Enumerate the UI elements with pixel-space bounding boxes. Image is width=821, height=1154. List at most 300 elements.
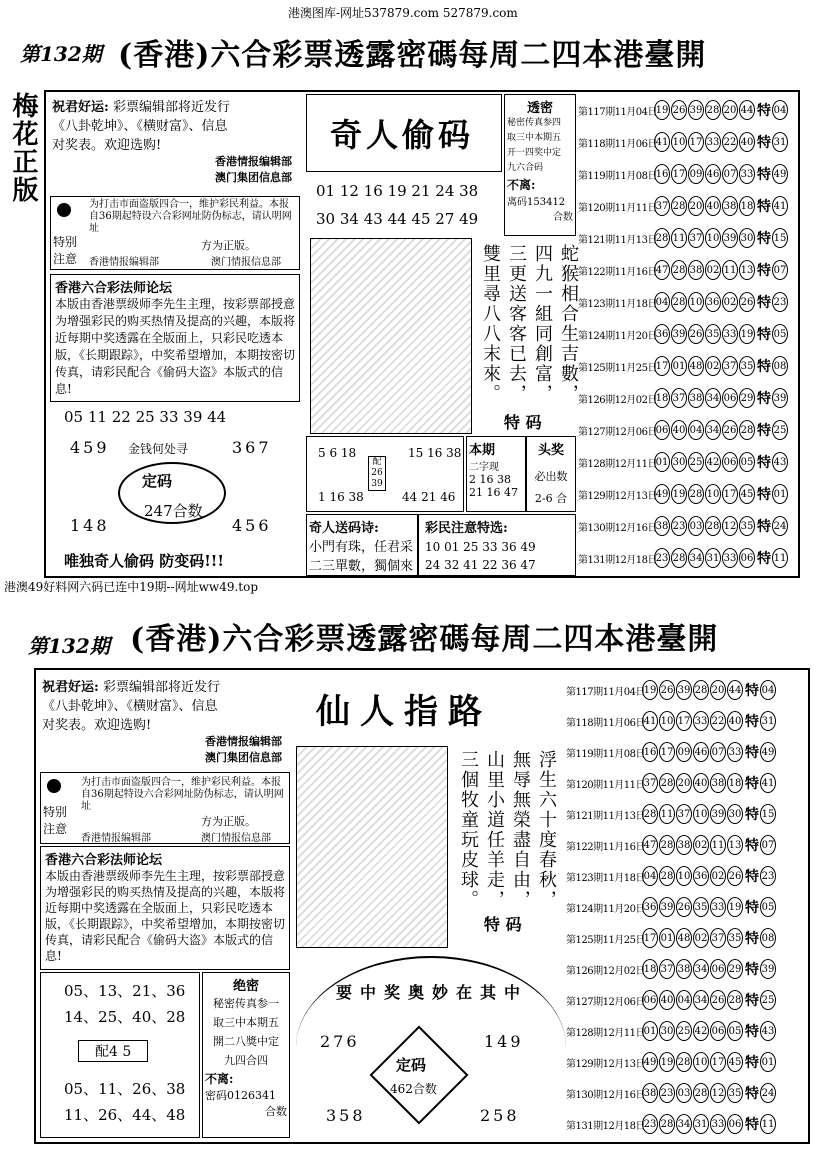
number-ball: 39 (659, 897, 675, 917)
te-label: 特 (745, 714, 759, 730)
number-ball: 07 (710, 742, 726, 762)
top-toujiang-title: 头奖 (537, 443, 564, 458)
number-ball: 28 (671, 292, 687, 312)
number-ball: 10 (671, 132, 687, 152)
top-benqi-title: 本期 (469, 443, 496, 458)
number-ball: 33 (727, 742, 743, 762)
number-ball: 26 (739, 292, 755, 312)
top-dingma-value: 247合数 (144, 502, 203, 520)
number-ball: 01 (642, 1021, 658, 1041)
top-benqi-row2: 21 16 47 (469, 486, 518, 499)
number-ball: 17 (642, 928, 658, 948)
record-label: 第131期12月18日 (566, 1120, 646, 1132)
number-ball: 38 (710, 773, 726, 793)
top-list-numbers: 05 11 22 25 33 39 44 (64, 408, 227, 426)
number-ball: 34 (705, 388, 721, 408)
number-ball: 26 (710, 990, 726, 1010)
number-ball: 39 (710, 804, 726, 824)
number-ball: 16 (642, 742, 658, 762)
top-br-num: 456 (232, 516, 272, 535)
forum-box (50, 274, 300, 402)
greeting-text2: 《八卦乾坤》、《横财富》、信息 (52, 119, 228, 134)
number-ball: 17 (676, 711, 692, 731)
te-label: 特 (745, 1055, 759, 1071)
special-ball: 01 (760, 1052, 776, 1072)
number-ball: 31 (705, 548, 721, 568)
number-ball: 36 (705, 292, 721, 312)
record-label: 第128期12月11日 (578, 458, 658, 470)
record-row (578, 544, 800, 572)
notice-left-sign: 香港情报编辑部 (89, 257, 159, 268)
number-ball: 03 (676, 1083, 692, 1103)
bottom-secret-title: 绝密 (232, 979, 259, 994)
number-ball: 33 (739, 164, 755, 184)
number-ball: 34 (693, 990, 709, 1010)
record-label: 第125期11月25日 (578, 362, 658, 374)
number-ball: 02 (693, 928, 709, 948)
record-label: 第130期12月16日 (566, 1089, 646, 1101)
greeting-text3: 对奖表。欢迎选购! (52, 138, 162, 153)
number-ball: 12 (710, 1083, 726, 1103)
record-label: 第120期11月11日 (578, 202, 658, 214)
te-label: 特 (745, 869, 759, 885)
number-ball: 47 (654, 260, 670, 280)
number-ball: 26 (676, 897, 692, 917)
record-label: 第128期12月11日 (566, 1027, 646, 1039)
te-label: 特 (745, 776, 759, 792)
number-ball: 35 (739, 516, 755, 536)
record-row (578, 384, 800, 412)
forum-title: 香港六合彩法师论坛 (55, 281, 173, 296)
notice-box (50, 196, 300, 270)
bottom-dingma-value: 462合数 (390, 1082, 437, 1096)
number-ball: 02 (705, 356, 721, 376)
number-ball: 45 (739, 484, 755, 504)
notice-official-2: 方为正版。 (201, 815, 256, 828)
number-ball: 18 (642, 959, 658, 979)
top-songma-l2: 二三單數，獨個來 (309, 559, 414, 574)
number-ball: 06 (654, 420, 670, 440)
special-ball: 04 (772, 100, 788, 120)
number-ball: 45 (727, 1052, 743, 1072)
number-ball: 26 (722, 420, 738, 440)
number-ball: 28 (676, 1052, 692, 1072)
special-ball: 24 (760, 1083, 776, 1103)
bottom-buli-value: 密码0126341 (205, 1089, 276, 1102)
number-ball: 35 (739, 356, 755, 376)
bottom-tr-num: 149 (484, 1032, 524, 1051)
te-label: 特 (757, 487, 771, 503)
number-ball: 18 (654, 388, 670, 408)
notice-text-2: 为打击市面盗版四合一，维护彩民利益。本报自36期起特设六合彩网址防伪标志，请认明网址 (81, 777, 284, 812)
number-ball: 33 (710, 1114, 726, 1134)
number-ball: 04 (654, 292, 670, 312)
number-ball: 28 (659, 866, 675, 886)
record-label: 第123期11月18日 (578, 298, 658, 310)
bottom-buli-label: 不离: (205, 1072, 234, 1086)
record-label: 第125期11月25日 (566, 934, 646, 946)
record-label: 第117期11月04日 (578, 106, 658, 118)
special-ball: 31 (772, 132, 788, 152)
number-ball: 28 (642, 804, 658, 824)
record-row (566, 676, 806, 704)
top-pei-mid (368, 456, 386, 491)
te-label: 特 (757, 135, 771, 151)
greeting-sign2: 澳门集团信息部 (215, 171, 292, 184)
record-label: 第124期11月20日 (566, 903, 646, 915)
top-pei-right-top: 15 16 38 (408, 446, 462, 460)
number-ball: 37 (671, 388, 687, 408)
number-ball: 18 (739, 196, 755, 216)
record-row (578, 512, 800, 540)
number-ball: 46 (705, 164, 721, 184)
top-zhuyi-l1: 10 01 25 33 36 49 (425, 540, 536, 554)
te-label: 特 (757, 103, 771, 119)
special-ball: 25 (772, 420, 788, 440)
number-ball: 34 (693, 959, 709, 979)
main-title: (香港)六合彩票透露密碼每周二四本港臺開 (118, 38, 707, 73)
number-ball: 11 (710, 835, 726, 855)
bottom-secret-line: 秘密传真参一 (213, 997, 279, 1010)
number-ball: 31 (693, 1114, 709, 1134)
number-ball: 19 (739, 324, 755, 344)
te-label: 特 (757, 423, 771, 439)
top-poem-b: 四九一組同創富， (532, 244, 553, 404)
top-nums-row1: 01 12 16 19 21 24 38 (316, 182, 479, 200)
number-ball: 10 (705, 484, 721, 504)
number-ball: 11 (722, 260, 738, 280)
bottom-poem-d: 三個牧童玩皮球。 (458, 750, 479, 910)
top-poem-c: 三更送客客已去， (506, 244, 527, 404)
number-ball: 02 (693, 835, 709, 855)
number-ball: 19 (654, 100, 670, 120)
top-pei-label: 配 (372, 457, 382, 467)
number-ball: 19 (659, 1052, 675, 1072)
record-row (578, 416, 800, 444)
number-ball: 33 (705, 132, 721, 152)
notice-right-sign: 澳门情报信息部 (211, 257, 281, 268)
te-label: 特 (745, 838, 759, 854)
bottom-poem-a: 浮生六十度春秋， (536, 750, 557, 910)
record-row (566, 986, 806, 1014)
bottom-dingma-label: 定码 (396, 1056, 427, 1074)
number-ball: 37 (722, 356, 738, 376)
record-label: 第120期11月11日 (566, 779, 646, 791)
number-ball: 28 (671, 548, 687, 568)
record-label: 第126期12月02日 (566, 965, 646, 977)
te-label: 特 (745, 745, 759, 761)
number-ball: 46 (693, 742, 709, 762)
te-label: 特 (757, 327, 771, 343)
special-ball: 25 (760, 990, 776, 1010)
number-ball: 09 (688, 164, 704, 184)
record-label: 第118期11月06日 (578, 138, 658, 150)
number-ball: 04 (688, 420, 704, 440)
special-ball: 43 (760, 1021, 776, 1041)
number-ball: 33 (693, 711, 709, 731)
record-label: 第129期12月13日 (578, 490, 658, 502)
number-ball: 28 (659, 1114, 675, 1134)
record-row (566, 1079, 806, 1107)
forum-body: 本版由香港票级师李先生主理，按彩票部授意为增强彩民的购买热情及提高的兴趣，本版将近每期中奖透露在全版面上，只彩民吃透本版，《长期跟踪》，中奖希望增加，本期按密切传真，请彩民配合《偷码大盗》本版式的信息! (55, 297, 296, 396)
number-ball: 41 (654, 132, 670, 152)
special-ball: 05 (760, 897, 776, 917)
number-ball: 10 (676, 866, 692, 886)
number-ball: 20 (676, 773, 692, 793)
number-ball: 28 (705, 100, 721, 120)
te-label: 特 (745, 900, 759, 916)
bottom-list-r2: 14、25、40、28 (64, 1008, 186, 1026)
number-ball: 38 (676, 835, 692, 855)
te-label: 特 (757, 519, 771, 535)
special-ball: 23 (772, 292, 788, 312)
greeting-sign1: 香港情报编辑部 (215, 155, 292, 168)
number-ball: 10 (693, 1052, 709, 1072)
record-row (566, 831, 806, 859)
top-pei-right-bottom: 44 21 46 (402, 490, 456, 504)
number-ball: 38 (688, 388, 704, 408)
bottom-greeting-block (42, 676, 292, 765)
bottom-br-num: 258 (480, 1106, 520, 1125)
number-ball: 22 (722, 132, 738, 152)
notice-text: 为打击市面盗版四合一，维护彩民利益。本报自36期起特设六合彩网址防伪标志，请认明网址 (89, 199, 292, 234)
bottom-secret-line: 九四合四 (224, 1054, 268, 1067)
te-label: 特 (745, 931, 759, 947)
number-ball: 17 (710, 1052, 726, 1072)
bottom-tema: 特 码 (484, 915, 522, 934)
number-ball: 20 (710, 680, 726, 700)
special-ball: 43 (772, 452, 788, 472)
number-ball: 06 (722, 452, 738, 472)
top-zhuyi-l2: 24 32 41 22 36 47 (425, 558, 536, 572)
bottom-buli-unit: 合数 (265, 1105, 287, 1118)
number-ball: 10 (693, 804, 709, 824)
forum-box-2 (40, 846, 290, 970)
number-ball: 25 (688, 452, 704, 472)
number-ball: 40 (739, 132, 755, 152)
number-ball: 35 (727, 928, 743, 948)
number-ball: 17 (671, 164, 687, 184)
number-ball: 01 (671, 356, 687, 376)
top-toujiang-box (526, 436, 576, 512)
number-ball: 37 (688, 228, 704, 248)
number-ball: 49 (642, 1052, 658, 1072)
number-ball: 10 (705, 228, 721, 248)
number-ball: 38 (722, 196, 738, 216)
top-benqi-row1: 2 16 38 (469, 473, 511, 486)
bottom-records-table (566, 676, 806, 1140)
greeting-text1: 彩票编辑部将近发行 (112, 100, 230, 115)
record-row (566, 1017, 806, 1045)
top-secret-line: 开一四奖中定 (507, 148, 562, 158)
record-label: 第117期11月04日 (566, 686, 646, 698)
number-ball: 03 (688, 516, 704, 536)
special-ball: 15 (760, 804, 776, 824)
top-toujiang-l1: 必出数 (534, 470, 568, 483)
number-ball: 13 (727, 835, 743, 855)
record-row (578, 96, 800, 124)
special-ball: 24 (772, 516, 788, 536)
number-ball: 04 (676, 990, 692, 1010)
number-ball: 30 (671, 452, 687, 472)
bottom-list-r3: 05、11、26、38 (64, 1080, 186, 1098)
number-ball: 11 (659, 804, 675, 824)
number-ball: 01 (659, 928, 675, 948)
number-ball: 28 (671, 196, 687, 216)
greeting-text2-2: 《八卦乾坤》、《横财富》、信息 (42, 699, 218, 714)
bottom-tl-num: 276 (320, 1032, 360, 1051)
te-label: 特 (757, 295, 771, 311)
te-label: 特 (757, 199, 771, 215)
top-tema: 特 码 (504, 413, 542, 432)
number-ball: 41 (642, 711, 658, 731)
bottom-poem-c: 山里小道任羊走， (484, 750, 505, 910)
top-secret-line: 取三中本期五 (507, 133, 562, 143)
forum-body-2: 本版由香港票级师李先生主理，按彩票部授意为增强彩民的购买热情及提高的兴趣，本版将近每期中奖透露在全版面上，只彩民吃透本版，《长期跟踪》，中奖希望增加，本期按密切传真，请彩民配合《偷码大盗》本版式的信息! (45, 869, 286, 963)
top-songma-box (306, 514, 418, 576)
record-row (578, 256, 800, 284)
record-row (578, 480, 800, 508)
bottom-panel-title: 仙人指路 (316, 692, 492, 732)
special-ball: 11 (772, 548, 788, 568)
record-label: 第119期11月08日 (578, 170, 658, 182)
number-ball: 23 (654, 548, 670, 568)
top-benqi-box (466, 436, 526, 512)
number-ball: 19 (727, 897, 743, 917)
site-header: 港澳图库-网址537879.com 527879.com (288, 6, 518, 20)
top-buli-unit: 合数 (553, 212, 573, 223)
bottom-secret-line: 開二八獎中定 (213, 1035, 279, 1048)
number-ball: 30 (659, 1021, 675, 1041)
top-poem-d: 雙里尋八八末來。 (480, 244, 501, 404)
top-tr-num: 367 (232, 438, 272, 457)
greeting-text1-2: 彩票编辑部将近发行 (102, 680, 220, 695)
number-ball: 33 (722, 324, 738, 344)
number-ball: 42 (705, 452, 721, 472)
record-row (578, 160, 800, 188)
top-records-table (578, 96, 800, 576)
record-label: 第122期11月16日 (578, 266, 658, 278)
top-slogan: 唯独奇人偷码 防变码!!! (64, 552, 224, 570)
number-ball: 39 (722, 228, 738, 248)
number-ball: 36 (642, 897, 658, 917)
te-label: 特 (757, 167, 771, 183)
number-ball: 05 (727, 1021, 743, 1041)
special-ball: 01 (772, 484, 788, 504)
number-ball: 29 (739, 388, 755, 408)
special-ball: 49 (760, 742, 776, 762)
number-ball: 33 (710, 897, 726, 917)
number-ball: 33 (722, 548, 738, 568)
number-ball: 37 (676, 804, 692, 824)
number-ball: 28 (654, 228, 670, 248)
special-ball: 41 (760, 773, 776, 793)
record-label: 第123期11月18日 (566, 872, 646, 884)
te-label: 特 (745, 962, 759, 978)
greeting-title-2: 祝君好运: (42, 680, 99, 695)
number-ball: 19 (642, 680, 658, 700)
number-ball: 39 (676, 680, 692, 700)
number-ball: 19 (671, 484, 687, 504)
bomb-icon (47, 779, 61, 793)
record-row (578, 224, 800, 252)
record-row (566, 924, 806, 952)
number-ball: 17 (659, 742, 675, 762)
number-ball: 28 (727, 990, 743, 1010)
issue-number: 第132期 (20, 42, 102, 66)
special-ball: 41 (772, 196, 788, 216)
te-label: 特 (757, 551, 771, 567)
number-ball: 44 (727, 680, 743, 700)
record-label: 第130期12月16日 (578, 522, 658, 534)
number-ball: 01 (654, 452, 670, 472)
record-label: 第126期12月02日 (578, 394, 658, 406)
record-label: 第118期11月06日 (566, 717, 646, 729)
number-ball: 05 (739, 452, 755, 472)
number-ball: 22 (710, 711, 726, 731)
special-ball: 08 (760, 928, 776, 948)
record-label: 第122期11月16日 (566, 841, 646, 853)
number-ball: 02 (705, 260, 721, 280)
number-ball: 17 (654, 356, 670, 376)
notice-label-2: 特别注意 (43, 805, 68, 836)
record-row (578, 320, 800, 348)
top-pei-left-top: 5 6 18 (318, 446, 357, 460)
number-ball: 26 (688, 324, 704, 344)
number-ball: 37 (659, 959, 675, 979)
top-secret-title: 透密 (526, 101, 553, 116)
forum-title-2: 香港六合彩法师论坛 (45, 853, 163, 868)
number-ball: 40 (727, 711, 743, 731)
bottom-list-r1: 05、13、21、36 (64, 982, 186, 1000)
special-ball: 07 (772, 260, 788, 280)
notice-official: 方为正版。 (201, 239, 256, 252)
number-ball: 26 (727, 866, 743, 886)
number-ball: 02 (710, 866, 726, 886)
top-bl-num: 148 (70, 516, 110, 535)
number-ball: 38 (688, 260, 704, 280)
notice-label: 特别注意 (53, 235, 78, 266)
number-ball: 28 (688, 484, 704, 504)
side-title: 梅花正版 (8, 92, 38, 204)
number-ball: 18 (727, 773, 743, 793)
number-ball: 37 (642, 773, 658, 793)
number-ball: 28 (693, 1083, 709, 1103)
notice-box-2 (40, 772, 290, 844)
special-ball: 15 (772, 228, 788, 248)
top-pei-left-bottom: 1 16 38 (318, 490, 364, 504)
record-label: 第131期12月18日 (578, 554, 658, 566)
number-ball: 02 (722, 292, 738, 312)
top-songma-l1: 小門有珠，任君采 (309, 540, 414, 555)
number-ball: 06 (710, 1021, 726, 1041)
number-ball: 23 (659, 1083, 675, 1103)
special-ball: 08 (772, 356, 788, 376)
top-zhuyi-box (418, 514, 576, 576)
number-ball: 12 (722, 516, 738, 536)
record-row (578, 288, 800, 316)
number-ball: 13 (739, 260, 755, 280)
top-secret-box (504, 94, 576, 236)
special-ball: 11 (760, 1114, 776, 1134)
top-songma-title: 奇人送码诗: (309, 521, 379, 536)
number-ball: 34 (676, 1114, 692, 1134)
te-label: 特 (745, 683, 759, 699)
record-row (578, 448, 800, 476)
special-ball: 07 (760, 835, 776, 855)
special-ball: 23 (760, 866, 776, 886)
number-ball: 20 (688, 196, 704, 216)
